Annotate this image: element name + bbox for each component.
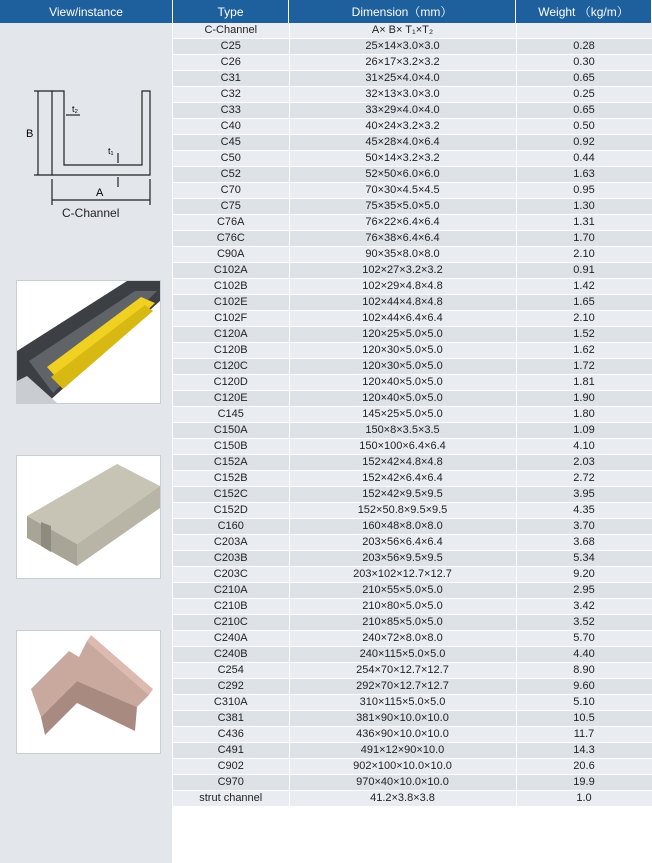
table-row [173,663,652,679]
cell-dimension: 970×40×10.0×10.0 [289,775,516,791]
table-row [173,263,652,279]
cell-dimension: 254×70×12.7×12.7 [289,663,516,679]
cell-type: C381 [173,711,289,727]
cell-type: C102F [173,311,289,327]
cell-weight: 5.34 [516,551,652,567]
cell-weight: 3.42 [516,599,652,615]
table-row [173,279,652,295]
table-row [173,183,652,199]
cell-type: C292 [173,679,289,695]
cell-weight: 10.5 [516,711,652,727]
cell-dimension: 120×40×5.0×5.0 [289,391,516,407]
label-t1: t₁ [108,146,114,156]
cell-weight: 2.10 [516,247,652,263]
cell-weight: 14.3 [516,743,652,759]
table-row [173,615,652,631]
cell-dimension: 210×80×5.0×5.0 [289,599,516,615]
cell-type: C120E [173,391,289,407]
view-column [0,23,173,863]
table-row [173,407,652,423]
cell-dimension: 45×28×4.0×6.4 [289,135,516,151]
table-row [173,759,652,775]
table-row [173,487,652,503]
cell-dimension: 33×29×4.0×4.0 [289,103,516,119]
cell-type: C902 [173,759,289,775]
cell-type: C120B [173,343,289,359]
cell-dimension: 32×13×3.0×3.0 [289,87,516,103]
cell-weight: 1.90 [516,391,652,407]
cell-type: C25 [173,39,289,55]
cell-weight: 0.91 [516,263,652,279]
cell-weight: 3.52 [516,615,652,631]
table-row [173,743,652,759]
cell-weight: 3.68 [516,535,652,551]
cell-weight: 2.72 [516,471,652,487]
cell-dimension: 120×30×5.0×5.0 [289,343,516,359]
cell-dimension: 52×50×6.0×6.0 [289,167,516,183]
table-row [173,311,652,327]
cell-weight: 0.65 [516,71,652,87]
cell-weight: 1.70 [516,231,652,247]
cell-dimension: 50×14×3.2×3.2 [289,151,516,167]
cell-dimension: 41.2×3.8×3.8 [289,791,516,807]
cell-dimension: 152×42×6.4×6.4 [289,471,516,487]
table-row [173,551,652,567]
cell-dimension: 902×100×10.0×10.0 [289,759,516,775]
cell-weight: 4.10 [516,439,652,455]
cell-dimension: 150×8×3.5×3.5 [289,423,516,439]
table-row [173,167,652,183]
table-row [173,343,652,359]
c-channel-diagram [0,83,173,213]
cell-weight: 0.28 [516,39,652,55]
cell-dimension: 203×56×9.5×9.5 [289,551,516,567]
cell-dimension: 40×24×3.2×3.2 [289,119,516,135]
table-row [173,87,652,103]
table-row [173,599,652,615]
cell-type: C120D [173,375,289,391]
cell-weight: 19.9 [516,775,652,791]
cell-dimension: 31×25×4.0×4.0 [289,71,516,87]
cell-type: C-Channel [173,23,289,39]
cell-dimension: 152×42×4.8×4.8 [289,455,516,471]
cell-weight: 9.60 [516,679,652,695]
cell-weight: 1.63 [516,167,652,183]
table-row [173,791,652,807]
table-row [173,439,652,455]
cell-type: C102E [173,295,289,311]
table-row [173,711,652,727]
cell-weight: 4.35 [516,503,652,519]
cell-type: C76A [173,215,289,231]
cell-type: C436 [173,727,289,743]
cell-dimension: 102×27×3.2×3.2 [289,263,516,279]
cell-type: C160 [173,519,289,535]
cell-weight: 1.62 [516,343,652,359]
cell-weight: 1.65 [516,295,652,311]
label-b: B [26,128,34,140]
cell-type: C240B [173,647,289,663]
table-row [173,359,652,375]
cell-weight: 1.30 [516,199,652,215]
table-row [173,503,652,519]
cell-weight: 1.72 [516,359,652,375]
spec-table [173,23,652,807]
cell-weight: 1.80 [516,407,652,423]
cell-type: C152D [173,503,289,519]
table-row [173,647,652,663]
cell-type: C152C [173,487,289,503]
cell-dimension: A× B× T₁×T₂ [289,23,516,39]
cell-weight: 0.30 [516,55,652,71]
table-row [173,119,652,135]
cell-weight: 1.42 [516,279,652,295]
cell-dimension: 203×56×6.4×6.4 [289,535,516,551]
cell-weight: 3.95 [516,487,652,503]
cell-dimension: 102×44×4.8×4.8 [289,295,516,311]
table-row [173,55,652,71]
table-row [173,199,652,215]
cell-type: C145 [173,407,289,423]
cell-weight: 9.20 [516,567,652,583]
cell-dimension: 240×115×5.0×5.0 [289,647,516,663]
cell-weight: 0.50 [516,119,652,135]
cell-dimension: 120×25×5.0×5.0 [289,327,516,343]
cell-dimension: 145×25×5.0×5.0 [289,407,516,423]
cell-dimension: 75×35×5.0×5.0 [289,199,516,215]
cell-type: C150A [173,423,289,439]
table-row [173,727,652,743]
table-row [173,23,652,39]
cell-dimension: 70×30×4.5×4.5 [289,183,516,199]
header-weight: Weight （kg/m） [516,0,652,23]
cell-dimension: 90×35×8.0×8.0 [289,247,516,263]
table-row [173,471,652,487]
table-row [173,247,652,263]
table-row [173,695,652,711]
cell-dimension: 120×30×5.0×5.0 [289,359,516,375]
table-row [173,631,652,647]
table-row [173,327,652,343]
table-row [173,135,652,151]
cell-dimension: 150×100×6.4×6.4 [289,439,516,455]
cell-dimension: 76×22×6.4×6.4 [289,215,516,231]
cell-type: C210A [173,583,289,599]
cell-type: C32 [173,87,289,103]
cell-weight: 0.25 [516,87,652,103]
cell-dimension: 381×90×10.0×10.0 [289,711,516,727]
cell-type: C70 [173,183,289,199]
channel-photo-ridged [16,630,161,754]
header-type: Type [173,0,289,23]
cell-type: C26 [173,55,289,71]
cell-dimension: 292×70×12.7×12.7 [289,679,516,695]
channel-photo-flat [16,455,161,579]
cell-weight: 2.95 [516,583,652,599]
cell-weight: 2.03 [516,455,652,471]
cell-type: C75 [173,199,289,215]
cell-weight: 1.09 [516,423,652,439]
cell-type: C120C [173,359,289,375]
cell-weight: 1.31 [516,215,652,231]
cell-dimension: 25×14×3.0×3.0 [289,39,516,55]
cell-type: C102A [173,263,289,279]
cell-weight: 11.7 [516,727,652,743]
header-dimension: Dimension（mm） [289,0,516,23]
cell-type: C33 [173,103,289,119]
cell-weight: 8.90 [516,663,652,679]
cell-dimension: 491×12×90×10.0 [289,743,516,759]
cell-type: C203C [173,567,289,583]
label-a: A [96,187,104,199]
cell-weight: 20.6 [516,759,652,775]
table-header [0,0,652,23]
table-row [173,679,652,695]
table-row [173,151,652,167]
cell-type: C491 [173,743,289,759]
table-row [173,39,652,55]
table-row [173,423,652,439]
cell-dimension: 76×38×6.4×6.4 [289,231,516,247]
cell-weight [516,23,652,39]
cell-type: C240A [173,631,289,647]
header-view: View/instance [0,0,173,23]
table-row [173,775,652,791]
cell-weight: 3.70 [516,519,652,535]
diagram-caption: C-Channel [62,206,120,220]
table-row [173,567,652,583]
cell-dimension: 102×29×4.8×4.8 [289,279,516,295]
cell-type: C970 [173,775,289,791]
cell-weight: 0.92 [516,135,652,151]
cell-type: C150B [173,439,289,455]
cell-type: C76C [173,231,289,247]
cell-type: C203B [173,551,289,567]
cell-type: C120A [173,327,289,343]
cell-type: C45 [173,135,289,151]
table-row [173,215,652,231]
table-row [173,535,652,551]
cell-type: C40 [173,119,289,135]
cell-type: C254 [173,663,289,679]
table-row [173,375,652,391]
table-row [173,295,652,311]
cell-weight: 4.40 [516,647,652,663]
table-row [173,71,652,87]
cell-dimension: 160×48×8.0×8.0 [289,519,516,535]
cell-type: C90A [173,247,289,263]
cell-type: C50 [173,151,289,167]
cell-dimension: 152×42×9.5×9.5 [289,487,516,503]
cell-dimension: 210×55×5.0×5.0 [289,583,516,599]
cell-weight: 5.10 [516,695,652,711]
cell-weight: 0.44 [516,151,652,167]
label-t2: t₂ [72,104,78,114]
cell-weight: 0.65 [516,103,652,119]
cell-dimension: 240×72×8.0×8.0 [289,631,516,647]
cell-weight: 2.10 [516,311,652,327]
cell-dimension: 102×44×6.4×6.4 [289,311,516,327]
table-row [173,519,652,535]
cell-type: C102B [173,279,289,295]
cell-type: C152A [173,455,289,471]
table-row [173,583,652,599]
cell-weight: 1.0 [516,791,652,807]
cell-type: C31 [173,71,289,87]
cell-type: C52 [173,167,289,183]
cell-dimension: 152×50.8×9.5×9.5 [289,503,516,519]
table-row [173,103,652,119]
cell-type: C210C [173,615,289,631]
table-row [173,231,652,247]
cell-type: strut channel [173,791,289,807]
cell-dimension: 26×17×3.2×3.2 [289,55,516,71]
cell-weight: 5.70 [516,631,652,647]
cell-dimension: 203×102×12.7×12.7 [289,567,516,583]
channel-photo-yellow [16,280,161,404]
cell-type: C310A [173,695,289,711]
cell-dimension: 210×85×5.0×5.0 [289,615,516,631]
table-row [173,455,652,471]
cell-type: C152B [173,471,289,487]
cell-dimension: 120×40×5.0×5.0 [289,375,516,391]
cell-weight: 1.81 [516,375,652,391]
table-row [173,391,652,407]
cell-weight: 0.95 [516,183,652,199]
cell-type: C203A [173,535,289,551]
cell-weight: 1.52 [516,327,652,343]
cell-type: C210B [173,599,289,615]
cell-dimension: 436×90×10.0×10.0 [289,727,516,743]
cell-dimension: 310×115×5.0×5.0 [289,695,516,711]
